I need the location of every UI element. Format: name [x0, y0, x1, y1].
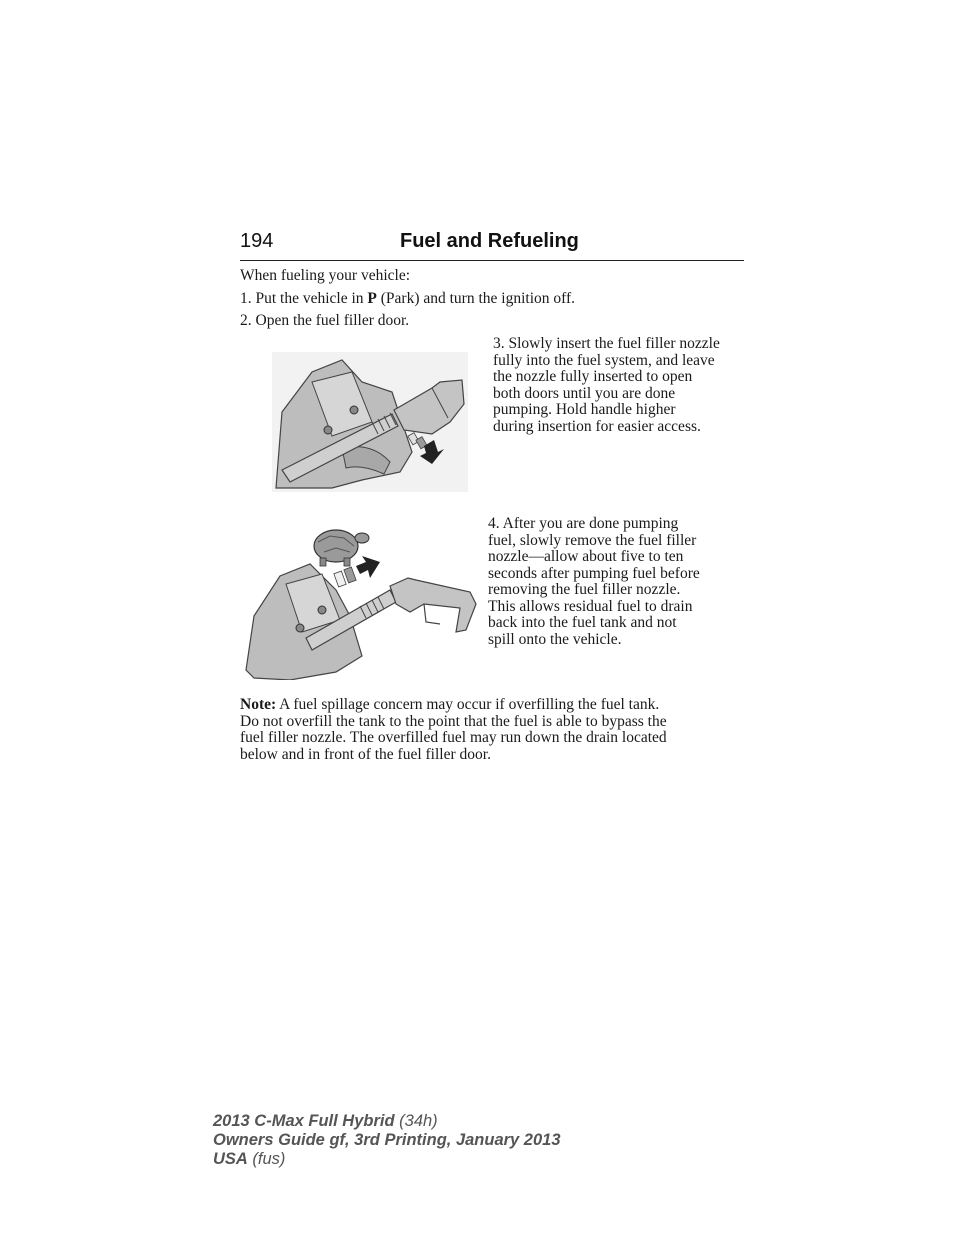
page-number: 194 [240, 230, 274, 252]
intro-text: When fueling your vehicle: [240, 267, 411, 284]
note-text: A fuel spillage concern may occur if overfilling the fuel tank. [276, 696, 660, 713]
footer-model: 2013 C-Max Full Hybrid [213, 1112, 395, 1130]
note-line: Do not overfill the tank to the point that the fuel is able to bypass the [240, 712, 667, 730]
step-4-line: removing the fuel filler nozzle. [488, 581, 681, 598]
step-2: 2. Open the fuel filler door. [240, 312, 410, 329]
page-footer [213, 1112, 561, 1169]
step-1 [240, 291, 575, 308]
footer-printing: Owners Guide gf, 3rd Printing, January 2013 [213, 1131, 561, 1149]
step-4-line: back into the fuel tank and not [488, 614, 677, 631]
step-4-line: This allows residual fuel to drain [488, 597, 693, 615]
step-3-line: the nozzle fully inserted to open [493, 368, 693, 385]
step-1-prefix: 1. Put the vehicle in [240, 290, 368, 307]
footer-model-code: (34h) [394, 1112, 438, 1130]
footer-line [213, 1112, 561, 1131]
section-title: Fuel and Refueling [400, 230, 579, 252]
step-4-text [488, 516, 700, 648]
footer-line [213, 1131, 561, 1150]
footer-line [213, 1150, 561, 1169]
footer-market-code: (fus) [247, 1150, 286, 1168]
remove-nozzle-illustration [240, 520, 480, 680]
step-1-park-letter: P [367, 290, 377, 307]
page-header [240, 228, 744, 261]
insert-nozzle-illustration [272, 352, 468, 492]
step-4-line: fuel, slowly remove the fuel filler [488, 531, 697, 549]
note-line [240, 697, 667, 714]
step-4-line: spill onto the vehicle. [488, 630, 622, 648]
step-3-text [493, 336, 720, 435]
step-3-line: pumping. Hold handle higher [493, 401, 676, 418]
step-3-line: fully into the fuel system, and leave [493, 351, 715, 369]
note-line: fuel filler nozzle. The overfilled fuel may run down the drain located [240, 729, 667, 746]
step-4-line: nozzle—allow about five to ten [488, 548, 684, 565]
step-4-line: 4. After you are done pumping [488, 515, 679, 532]
note-line: below and in front of the fuel filler door. [240, 745, 491, 763]
note-paragraph [240, 697, 667, 763]
step-3-line: both doors until you are done [493, 384, 676, 402]
turtle-icon [314, 530, 369, 566]
step-4-line: seconds after pumping fuel before [488, 564, 700, 582]
note-label: Note: [240, 696, 277, 713]
step-3-line: 3. Slowly insert the fuel filler nozzle [493, 335, 720, 352]
step-3-line: during insertion for easier access. [493, 417, 701, 435]
step-1-suffix: (Park) and turn the ignition off. [376, 290, 576, 307]
footer-market: USA [213, 1150, 248, 1168]
